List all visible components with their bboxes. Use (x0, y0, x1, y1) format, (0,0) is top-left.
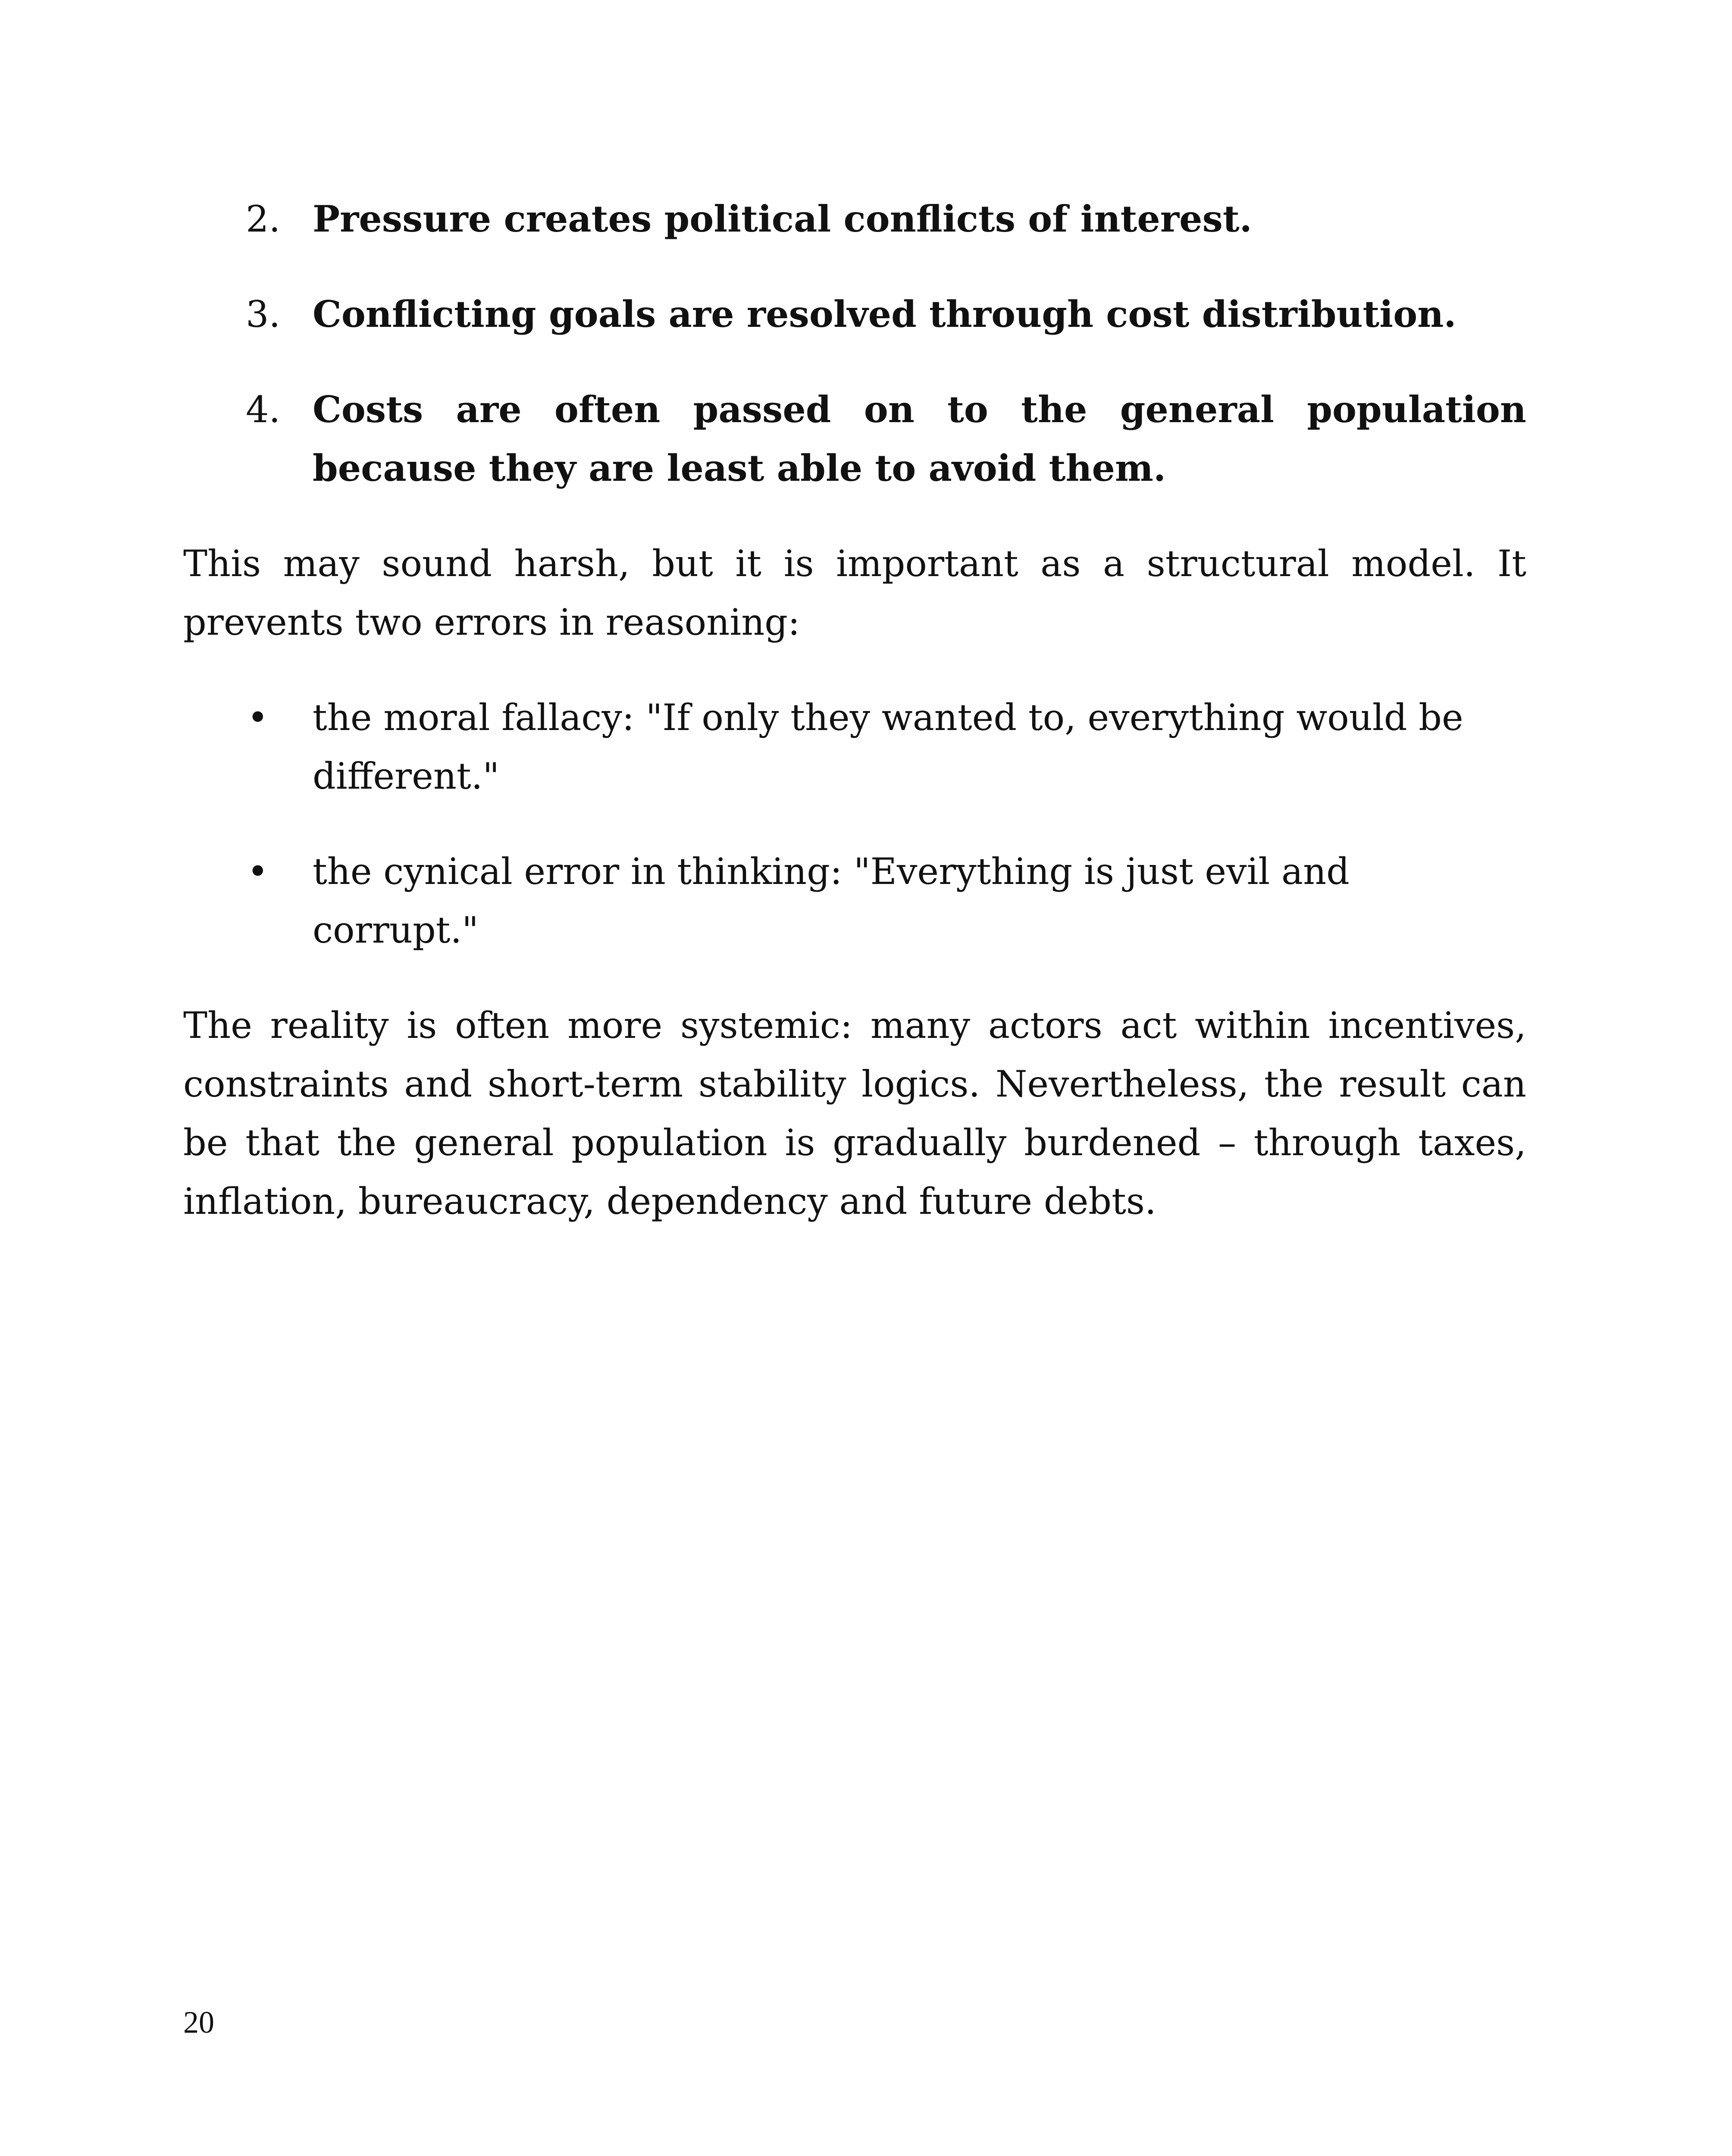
item-text: Costs are often passed on to the general population because they are least able to avoid them. (313, 388, 1526, 489)
bullet-item-moral-fallacy (183, 688, 1526, 805)
bullet-icon: • (247, 850, 269, 893)
numbered-item-2 (183, 190, 1526, 248)
numbered-item-4 (183, 380, 1526, 498)
numbered-item-3 (183, 285, 1526, 344)
item-number: 4. (246, 389, 281, 431)
paragraph-systemic-reality: The reality is often more systemic: many actors act within incentives, constraints and short-term stability logics. Nevertheless, the result can be that the general population is gradually burdened – through taxes, inflation, bureaucracy, dependency and future debts. (183, 1004, 1526, 1222)
bullet-text: the cynical error in thinking: "Everything is just evil and corrupt." (313, 850, 1350, 951)
item-text: Conflicting goals are resolved through cost distribution. (313, 293, 1456, 335)
page-number: 20 (183, 2005, 214, 2040)
bullet-icon: • (247, 696, 269, 739)
item-text: Pressure creates political conflicts of interest. (313, 197, 1252, 240)
page-content (183, 190, 1526, 1267)
paragraph-structural-model: This may sound harsh, but it is important as a structural model. It prevents two errors in reasoning: (183, 542, 1526, 643)
item-number: 2. (246, 198, 281, 240)
item-number: 3. (246, 293, 281, 335)
bullet-text: the moral fallacy: "If only they wanted to, everything would be different." (313, 696, 1463, 797)
bullet-item-cynical-error (183, 842, 1526, 959)
